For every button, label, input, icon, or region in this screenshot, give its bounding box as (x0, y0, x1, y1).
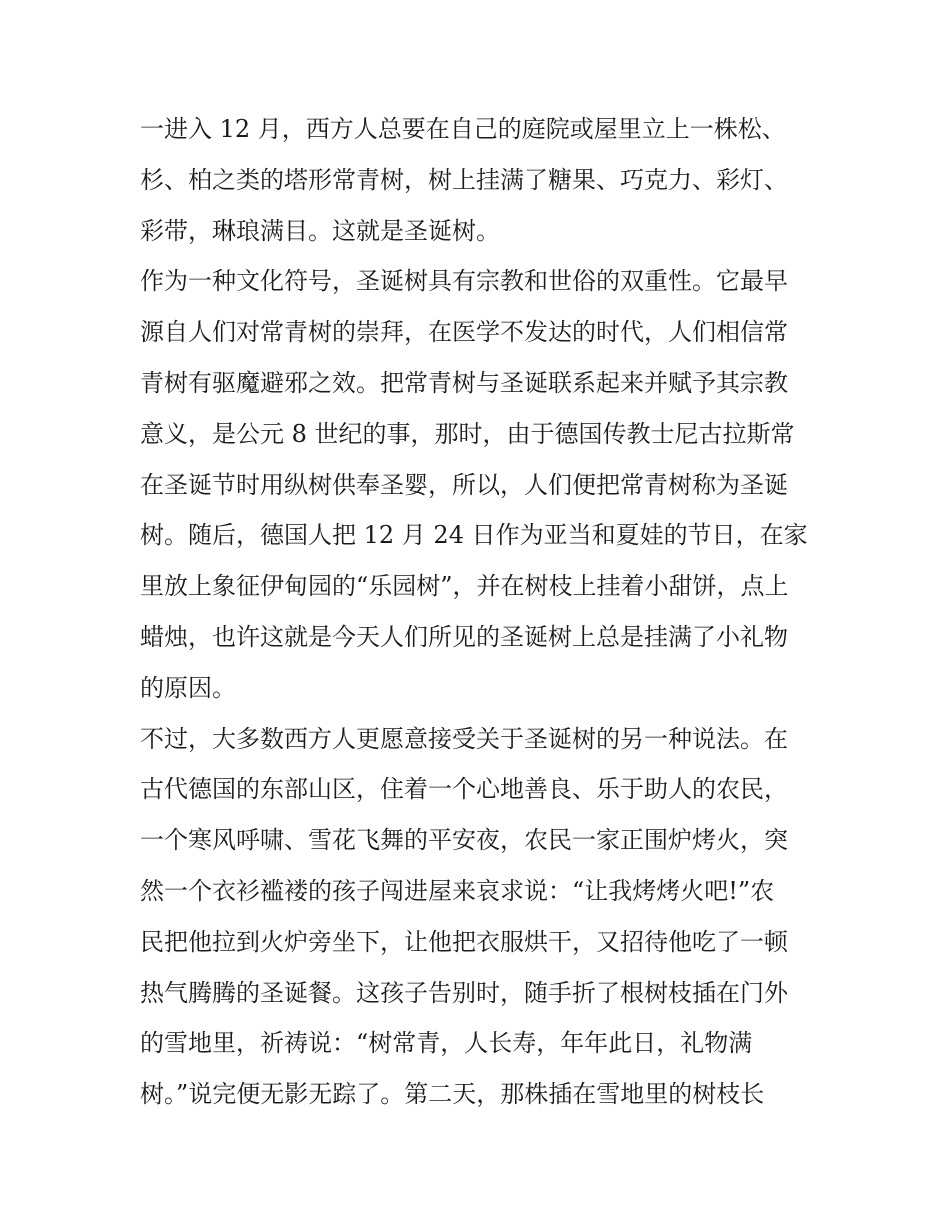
paragraph-1 (140, 104, 820, 256)
text-line: 热气腾腾的圣诞餐。这孩子告别时，随手折了根树枝插在门外 (140, 978, 788, 1007)
paragraph-2 (140, 256, 820, 713)
text-line: 然一个衣衫褴褛的孩子闯进屋来哀求说：“让我烤烤火吧!”农 (140, 876, 775, 905)
text-line: 古代德国的东部山区，住着一个心地善良、乐于助人的农民， (140, 775, 788, 804)
paragraph-3 (140, 714, 820, 1120)
text-line: 不过，大多数西方人更愿意接受关于圣诞树的另一种说法。在 (140, 724, 788, 753)
text-line: 青树有驱魔避邪之效。把常青树与圣诞联系起来并赋予其宗教 (140, 368, 788, 397)
text-line: 民把他拉到火炉旁坐下，让他把衣服烘干，又招待他吃了一顿 (140, 927, 788, 956)
text-line: 一进入 12 月，西方人总要在自己的庭院或屋里立上一株松、 (140, 115, 786, 143)
text-line: 杉、柏之类的塔形常青树，树上挂满了糖果、巧克力、彩灯、 (140, 165, 788, 194)
text-line: 源自人们对常青树的崇拜，在医学不发达的时代，人们相信常 (140, 318, 788, 347)
text-line: 的雪地里，祈祷说：“树常青，人长寿，年年此日，礼物满 (140, 1029, 753, 1058)
text-line: 树。”说完便无影无踪了。第二天，那株插在雪地里的树枝长 (140, 1080, 765, 1109)
text-line: 意义，是公元 8 世纪的事，那时，由于德国传教士尼古拉斯常 (140, 419, 795, 448)
text-line: 在圣诞节时用纵树供奉圣婴，所以，人们便把常青树称为圣诞 (140, 470, 788, 499)
text-line: 蜡烛，也许这就是今天人们所见的圣诞树上总是挂满了小礼物 (140, 622, 788, 651)
text-line: 树。随后，德国人把 12 月 24 日作为亚当和夏娃的节日，在家 (140, 521, 808, 550)
text-line: 作为一种文化符号，圣诞树具有宗教和世俗的双重性。它最早 (140, 267, 788, 296)
text-line: 一个寒风呼啸、雪花飞舞的平安夜，农民一家正围炉烤火，突 (140, 826, 788, 855)
document-body (140, 104, 820, 1120)
text-line: 彩带，琳琅满目。这就是圣诞树。 (140, 216, 500, 245)
text-line: 里放上象征伊甸园的“乐园树”，并在树枝上挂着小甜饼，点上 (140, 572, 789, 601)
text-line: 的原因。 (140, 673, 236, 702)
